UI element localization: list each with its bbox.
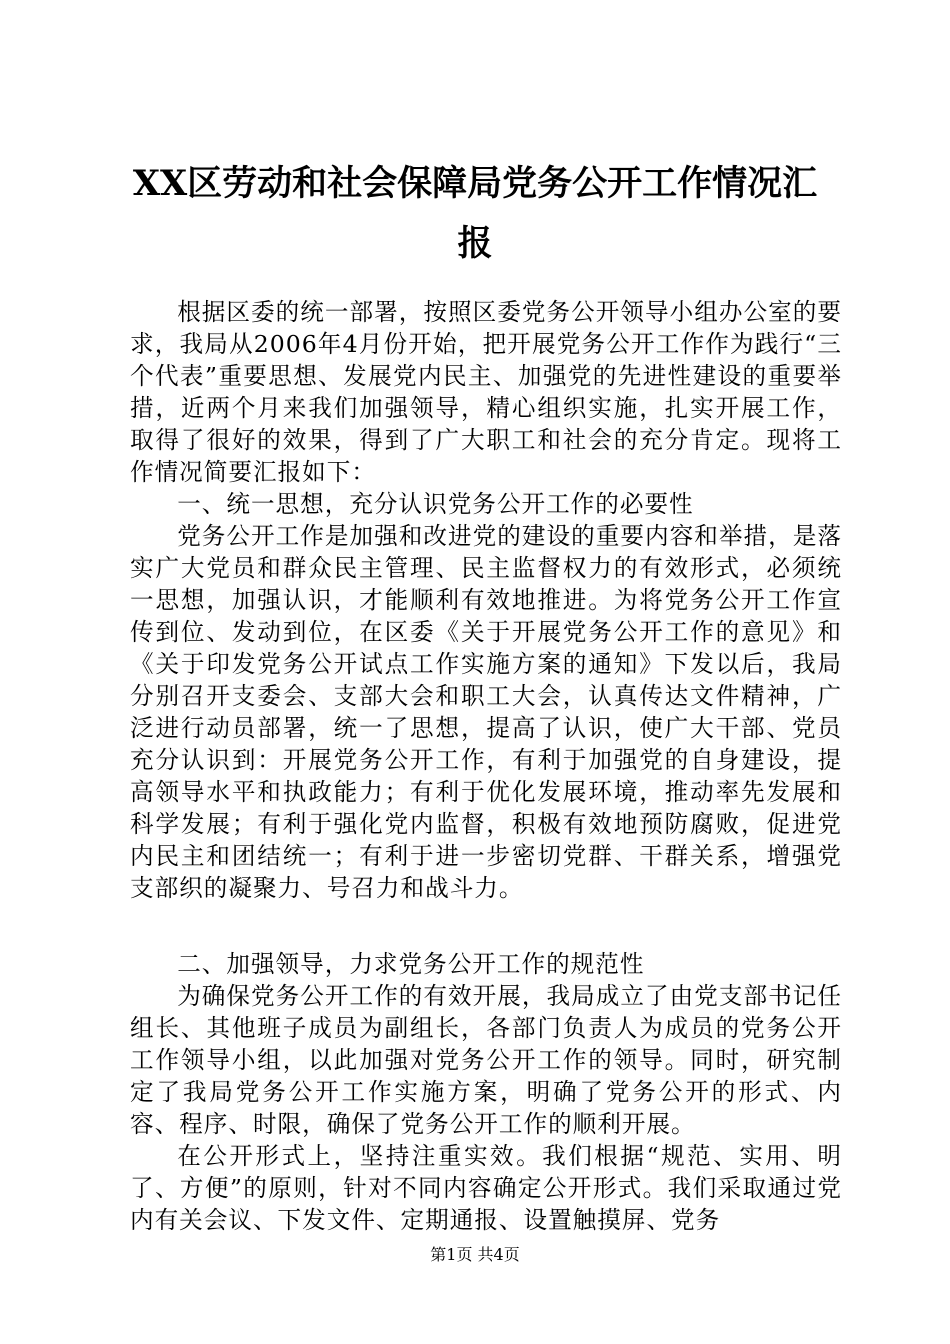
paragraph-public-form: 在公开形式上，坚持注重实效。我们根据“规范、实用、明了、方便”的原则，针对不同内容确定公开形式。我们采取通过党内有关会议、下发文件、定期通报、设置触摸屏、党务: [130, 1142, 842, 1234]
page-footer: 第1页 共4页: [430, 1245, 520, 1264]
paragraph-section-1: 党务公开工作是加强和改进党的建设的重要内容和举措，是落实广大党员和群众民主管理、民主监督权力的有效形式，必须统一思想，加强认识，才能顺利有效地推进。为将党务公开工作宣传到位、发动到位，在区委《关于开展党务公开工作的意见》和《关于印发党务公开试点工作实施方案的通知》下发以后，我局分别召开支委会、支部大会和职工大会，认真传达文件精神，广泛进行动员部署，统一了思想，提高了认识，使广大干部、党员充分认识到：开展党务公开工作，有利于加强党的自身建设，提高领导水平和执政能力；有利于优化发展环境，推动率先发展和科学发展；有利于强化党内监督，积极有效地预防腐败，促进党内民主和团结统一；有利于进一步密切党群、干群关系，增强党支部织的凝聚力、号召力和战斗力。: [130, 522, 842, 902]
section-heading-1: 一、统一思想，充分认识党务公开工作的必要性: [177, 490, 694, 518]
document-title-line-2: 报: [457, 223, 493, 264]
document-title-line-1: XX区劳动和社会保障局党务公开工作情况汇: [132, 163, 818, 204]
document-body: [130, 296, 842, 1236]
paragraph-intro: 根据区委的统一部署，按照区委党务公开领导小组办公室的要求，我局从2006年4月份开始，把开展党务公开工作作为践行“三个代表”重要思想、发展党内民主、加强党的先进性建设的重要举措，近两个月来我们加强领导，精心组织实施，扎实开展工作，取得了很好的效果，得到了广大职工和社会的充分肯定。现将工作情况简要汇报如下：: [130, 298, 842, 486]
section-heading-2: 二、加强领导，力求党务公开工作的规范性: [177, 950, 645, 978]
paragraph-gap: [130, 904, 842, 948]
paragraph-section-2: 为确保党务公开工作的有效开展，我局成立了由党支部书记任组长、其他班子成员为副组长，各部门负责人为成员的党务公开工作领导小组，以此加强对党务公开工作的领导。同时，研究制定了我局党务公开工作实施方案，明确了党务公开的形式、内容、程序、时限，确保了党务公开工作的顺利开展。: [130, 982, 842, 1138]
